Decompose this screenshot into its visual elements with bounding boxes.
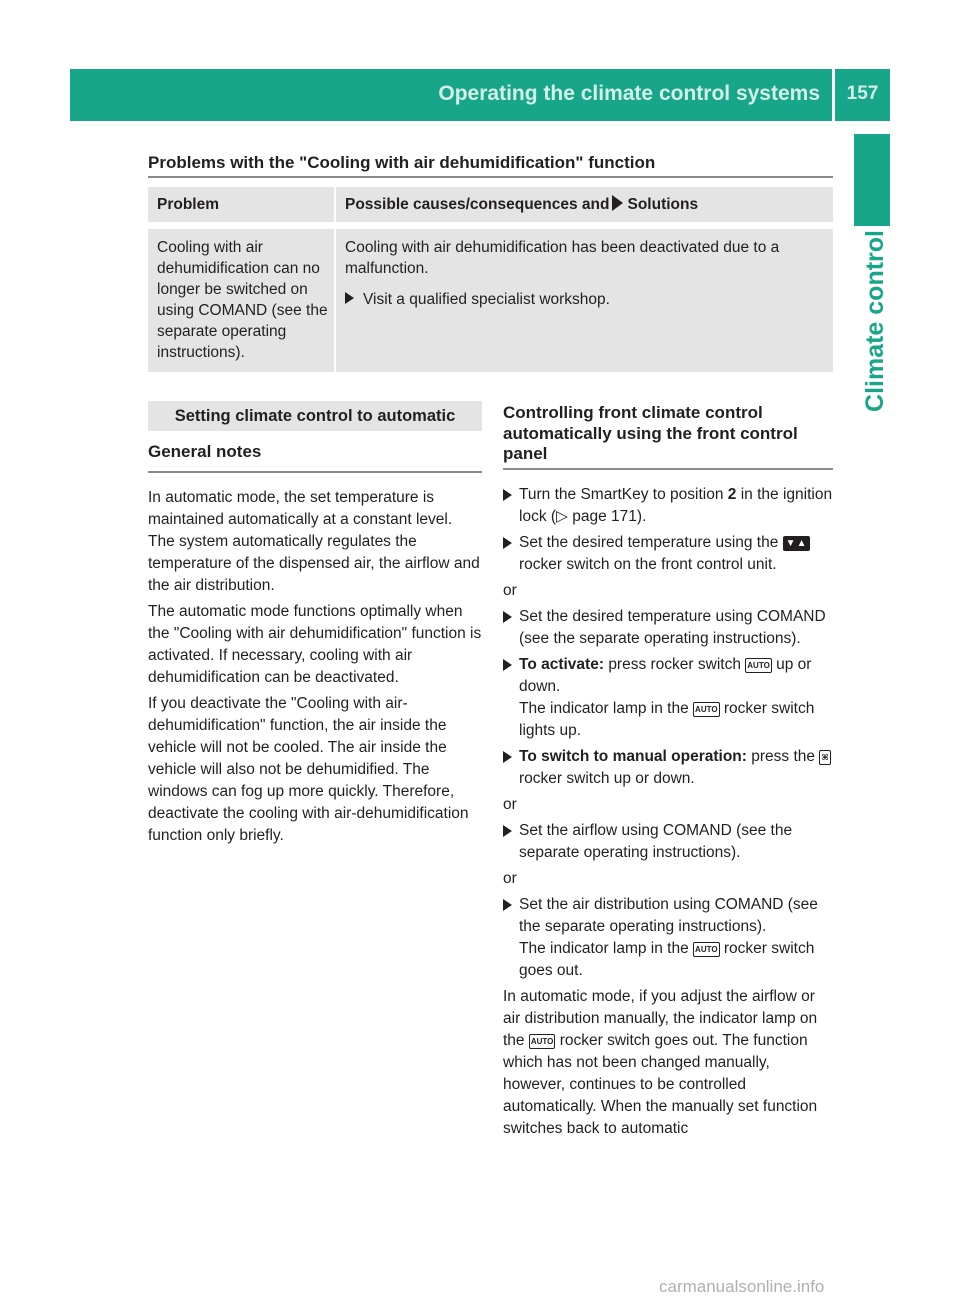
step-arrow-icon <box>503 537 512 549</box>
subsection-heading: Controlling front climate control automatically using the front control panel <box>503 403 798 463</box>
or-text: or <box>503 581 517 599</box>
solution-step <box>345 289 827 310</box>
subheading: General notes <box>148 442 262 461</box>
paragraph: If you deactivate the "Cooling with air-dehumidification" function, the air inside the vehicle will not be cooled. The air inside the vehicle will also not be dehumidified. The windows can fog up more quickly. Therefore, deactivate the cooling with air-dehumidification function only briefly. <box>148 695 469 844</box>
instruction-step: Set the desired temperature using COMAND (see the separate operating instructions). <box>503 606 833 650</box>
auto-button-icon: AUTO <box>693 702 720 717</box>
paragraph: The automatic mode functions optimally when the "Cooling with air dehumidification" function is activated. If necessary, cooling with air dehumidification can be deactivated. <box>148 603 482 686</box>
chapter-label-text: Climate control <box>861 230 889 412</box>
page-number: 157 <box>846 83 879 104</box>
solution-arrow-icon <box>612 195 623 211</box>
instructions-body <box>503 484 833 1140</box>
instruction-step: To activate: press rocker switch AUTO up or down. The indicator lamp in the AUTO rocker switch lights up. <box>503 654 833 742</box>
step-arrow-icon <box>345 292 354 304</box>
right-column <box>503 403 833 1144</box>
instruction-step: Set the airflow using COMAND (see the separate operating instructions). <box>503 820 833 864</box>
subheading-divider <box>148 471 482 473</box>
step-arrow-icon <box>503 659 512 671</box>
problem-cell <box>148 229 336 372</box>
problems-table-title: Problems with the "Cooling with air dehumidification" function <box>148 153 656 172</box>
auto-button-icon: AUTO <box>745 658 772 673</box>
solution-text: Visit a qualified specialist workshop. <box>363 291 610 308</box>
problems-table <box>148 187 833 372</box>
left-column <box>148 401 482 851</box>
header-problem: Problem <box>148 187 336 222</box>
step-arrow-icon <box>503 825 512 837</box>
chapter-tab-marker <box>854 134 890 226</box>
temperature-rocker-icon: ▼▲ <box>783 536 811 551</box>
step-arrow-icon <box>503 611 512 623</box>
step-arrow-icon <box>503 489 512 501</box>
subsection-divider <box>503 468 833 470</box>
page-section-title: Operating the climate control systems <box>438 82 820 105</box>
step-arrow-icon <box>503 751 512 763</box>
step-arrow-icon <box>503 899 512 911</box>
header-causes-solutions <box>336 187 833 222</box>
cause-cell <box>336 229 833 372</box>
instruction-step: Set the air distribution using COMAND (see the separate operating instructions). The indicator lamp in the AUTO rocker switch goes out. <box>503 894 833 982</box>
table-header-row <box>148 187 833 222</box>
instruction-step: To switch to manual operation: press the ⌘ rocker switch up or down. <box>503 746 833 790</box>
title-divider <box>148 176 833 178</box>
watermark-link[interactable]: carmanualsonline.info <box>659 1277 825 1296</box>
instruction-step: Set the desired temperature using the ▼▲ rocker switch on the front control unit. <box>503 532 833 576</box>
auto-button-icon: AUTO <box>693 942 720 957</box>
or-text: or <box>503 795 517 813</box>
auto-button-icon: AUTO <box>529 1034 556 1049</box>
problem-text: Cooling with air dehumidification can no longer be switched on using COMAND (see the separate operating instructions). <box>157 239 328 361</box>
cause-text: Cooling with air dehumidification has been deactivated due to a malfunction. <box>345 239 780 277</box>
section-heading: Setting climate control to automatic <box>148 401 482 431</box>
paragraph: In automatic mode, if you adjust the airflow or air distribution manually, the indicator lamp on the AUTO rocker switch goes out. The function which has not been changed manually, however, continues to be controlled automatically. When the manually set function switches back to automatic <box>503 987 818 1137</box>
header-solutions-text: Solutions <box>627 196 699 213</box>
fan-rocker-icon: ⌘ <box>819 750 830 765</box>
paragraph: In automatic mode, the set temperature is maintained automatically at a constant level. The system automatically regulates the temperature of the dispensed air, the airflow and the air distribution. <box>148 489 480 594</box>
general-notes-body <box>148 487 482 847</box>
table-row <box>148 229 833 372</box>
chapter-side-label <box>853 232 893 662</box>
header-causes-text: Possible causes/consequences and <box>345 196 610 213</box>
instruction-step: Turn the SmartKey to position 2 in the ignition lock (▷ page 171). <box>503 484 833 528</box>
header-bar <box>70 69 890 121</box>
or-text: or <box>503 869 517 887</box>
